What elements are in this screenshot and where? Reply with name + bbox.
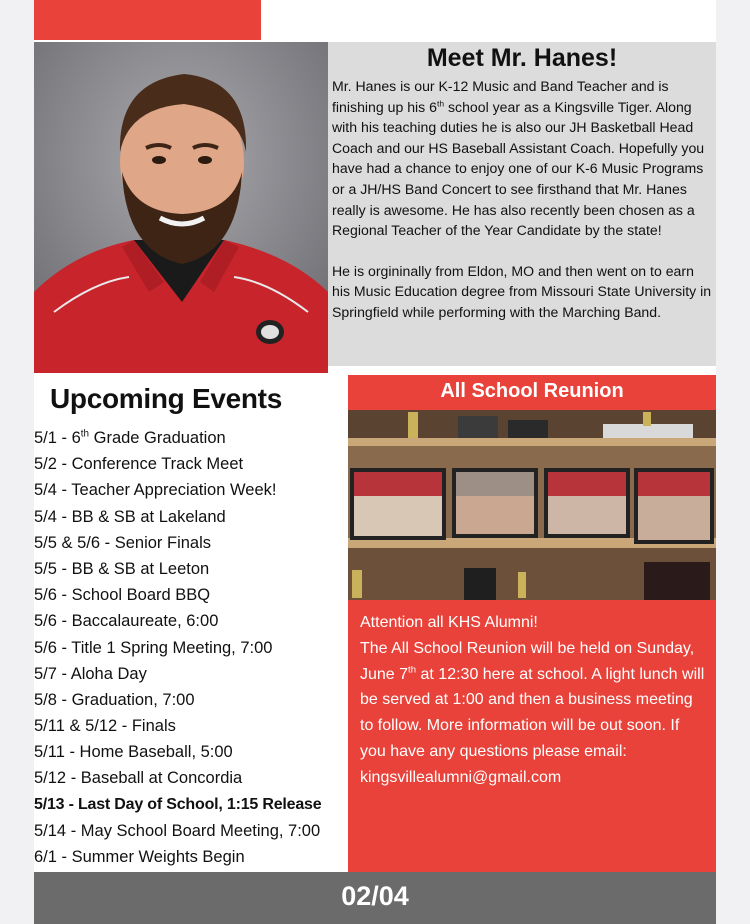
event-item: 5/1 - 6th Grade Graduation	[34, 428, 226, 447]
event-item: 5/12 - Baseball at Concordia	[34, 769, 243, 788]
meet-teacher-body	[332, 76, 712, 343]
page-number-footer: 02/04	[34, 872, 716, 924]
event-item: 5/6 - School Board BBQ	[34, 586, 211, 605]
reunion-announcement	[348, 600, 716, 872]
reunion-shelf-illustration	[348, 410, 716, 600]
reunion-details: The All School Reunion will be held on Sunday, June 7th at 12:30 here at school. A light lunch will be served at 1:00 and then a business meeting to follow. More information will be out soon. If you have any questions please email:	[360, 639, 705, 760]
event-item: 5/11 & 5/12 - Finals	[34, 717, 176, 736]
reunion-photo	[348, 410, 716, 600]
reunion-email: kingsvillealumni@gmail.com	[360, 768, 562, 786]
event-item: 5/7 - Aloha Day	[34, 664, 147, 683]
teacher-portrait-photo	[34, 42, 328, 373]
meet-teacher-section	[328, 42, 716, 366]
event-item: 5/14 - May School Board Meeting, 7:00	[34, 821, 321, 840]
reunion-attention-line: Attention all KHS Alumni!	[360, 614, 538, 631]
meet-teacher-paragraph-1: Mr. Hanes is our K-12 Music and Band Teacher and is finishing up his 6th school year as a Kingsville Tiger. Along with his teaching duties he is also our JH Basketball Head Coach and our HS Baseball Assistant Coach. Hopefully you have had a chance to enjoy one of our K-6 Music Programs or a JH/HS Band Concert to see firsthand that Mr. Hanes really is awesome. He has also recently been chosen as a Regional Teacher of the Year Candidate by the state!	[332, 78, 705, 239]
event-item: 5/6 - Baccalaureate, 6:00	[34, 612, 219, 631]
event-item-last-day: 5/13 - Last Day of School, 1:15 Release	[34, 795, 322, 813]
meet-teacher-paragraph-2: He is orgininally from Eldon, MO and then went on to earn his Music Education degree from Missouri State University in Springfield while performing with the Marching Band.	[332, 262, 712, 320]
newsletter-page	[34, 0, 716, 924]
event-item: 5/2 - Conference Track Meet	[34, 455, 244, 474]
event-item: 5/5 & 5/6 - Senior Finals	[34, 533, 212, 552]
event-item: 5/4 - BB & SB at Lakeland	[34, 507, 226, 526]
event-item: 5/6 - Title 1 Spring Meeting, 7:00	[34, 638, 273, 657]
meet-teacher-title: Meet Mr. Hanes!	[426, 44, 618, 72]
event-item: 5/5 - BB & SB at Leeton	[34, 559, 210, 578]
upcoming-events-title: Upcoming Events	[50, 383, 282, 414]
event-item: 5/8 - Graduation, 7:00	[34, 690, 195, 709]
reunion-title: All School Reunion	[348, 375, 716, 410]
event-item: 5/4 - Teacher Appreciation Week!	[34, 481, 277, 500]
event-item: 5/11 - Home Baseball, 5:00	[34, 743, 233, 762]
upcoming-events-list	[34, 425, 346, 870]
event-item: 6/1 - Summer Weights Begin	[34, 848, 245, 866]
teacher-portrait-illustration	[34, 42, 328, 373]
top-accent-bar	[34, 0, 261, 40]
